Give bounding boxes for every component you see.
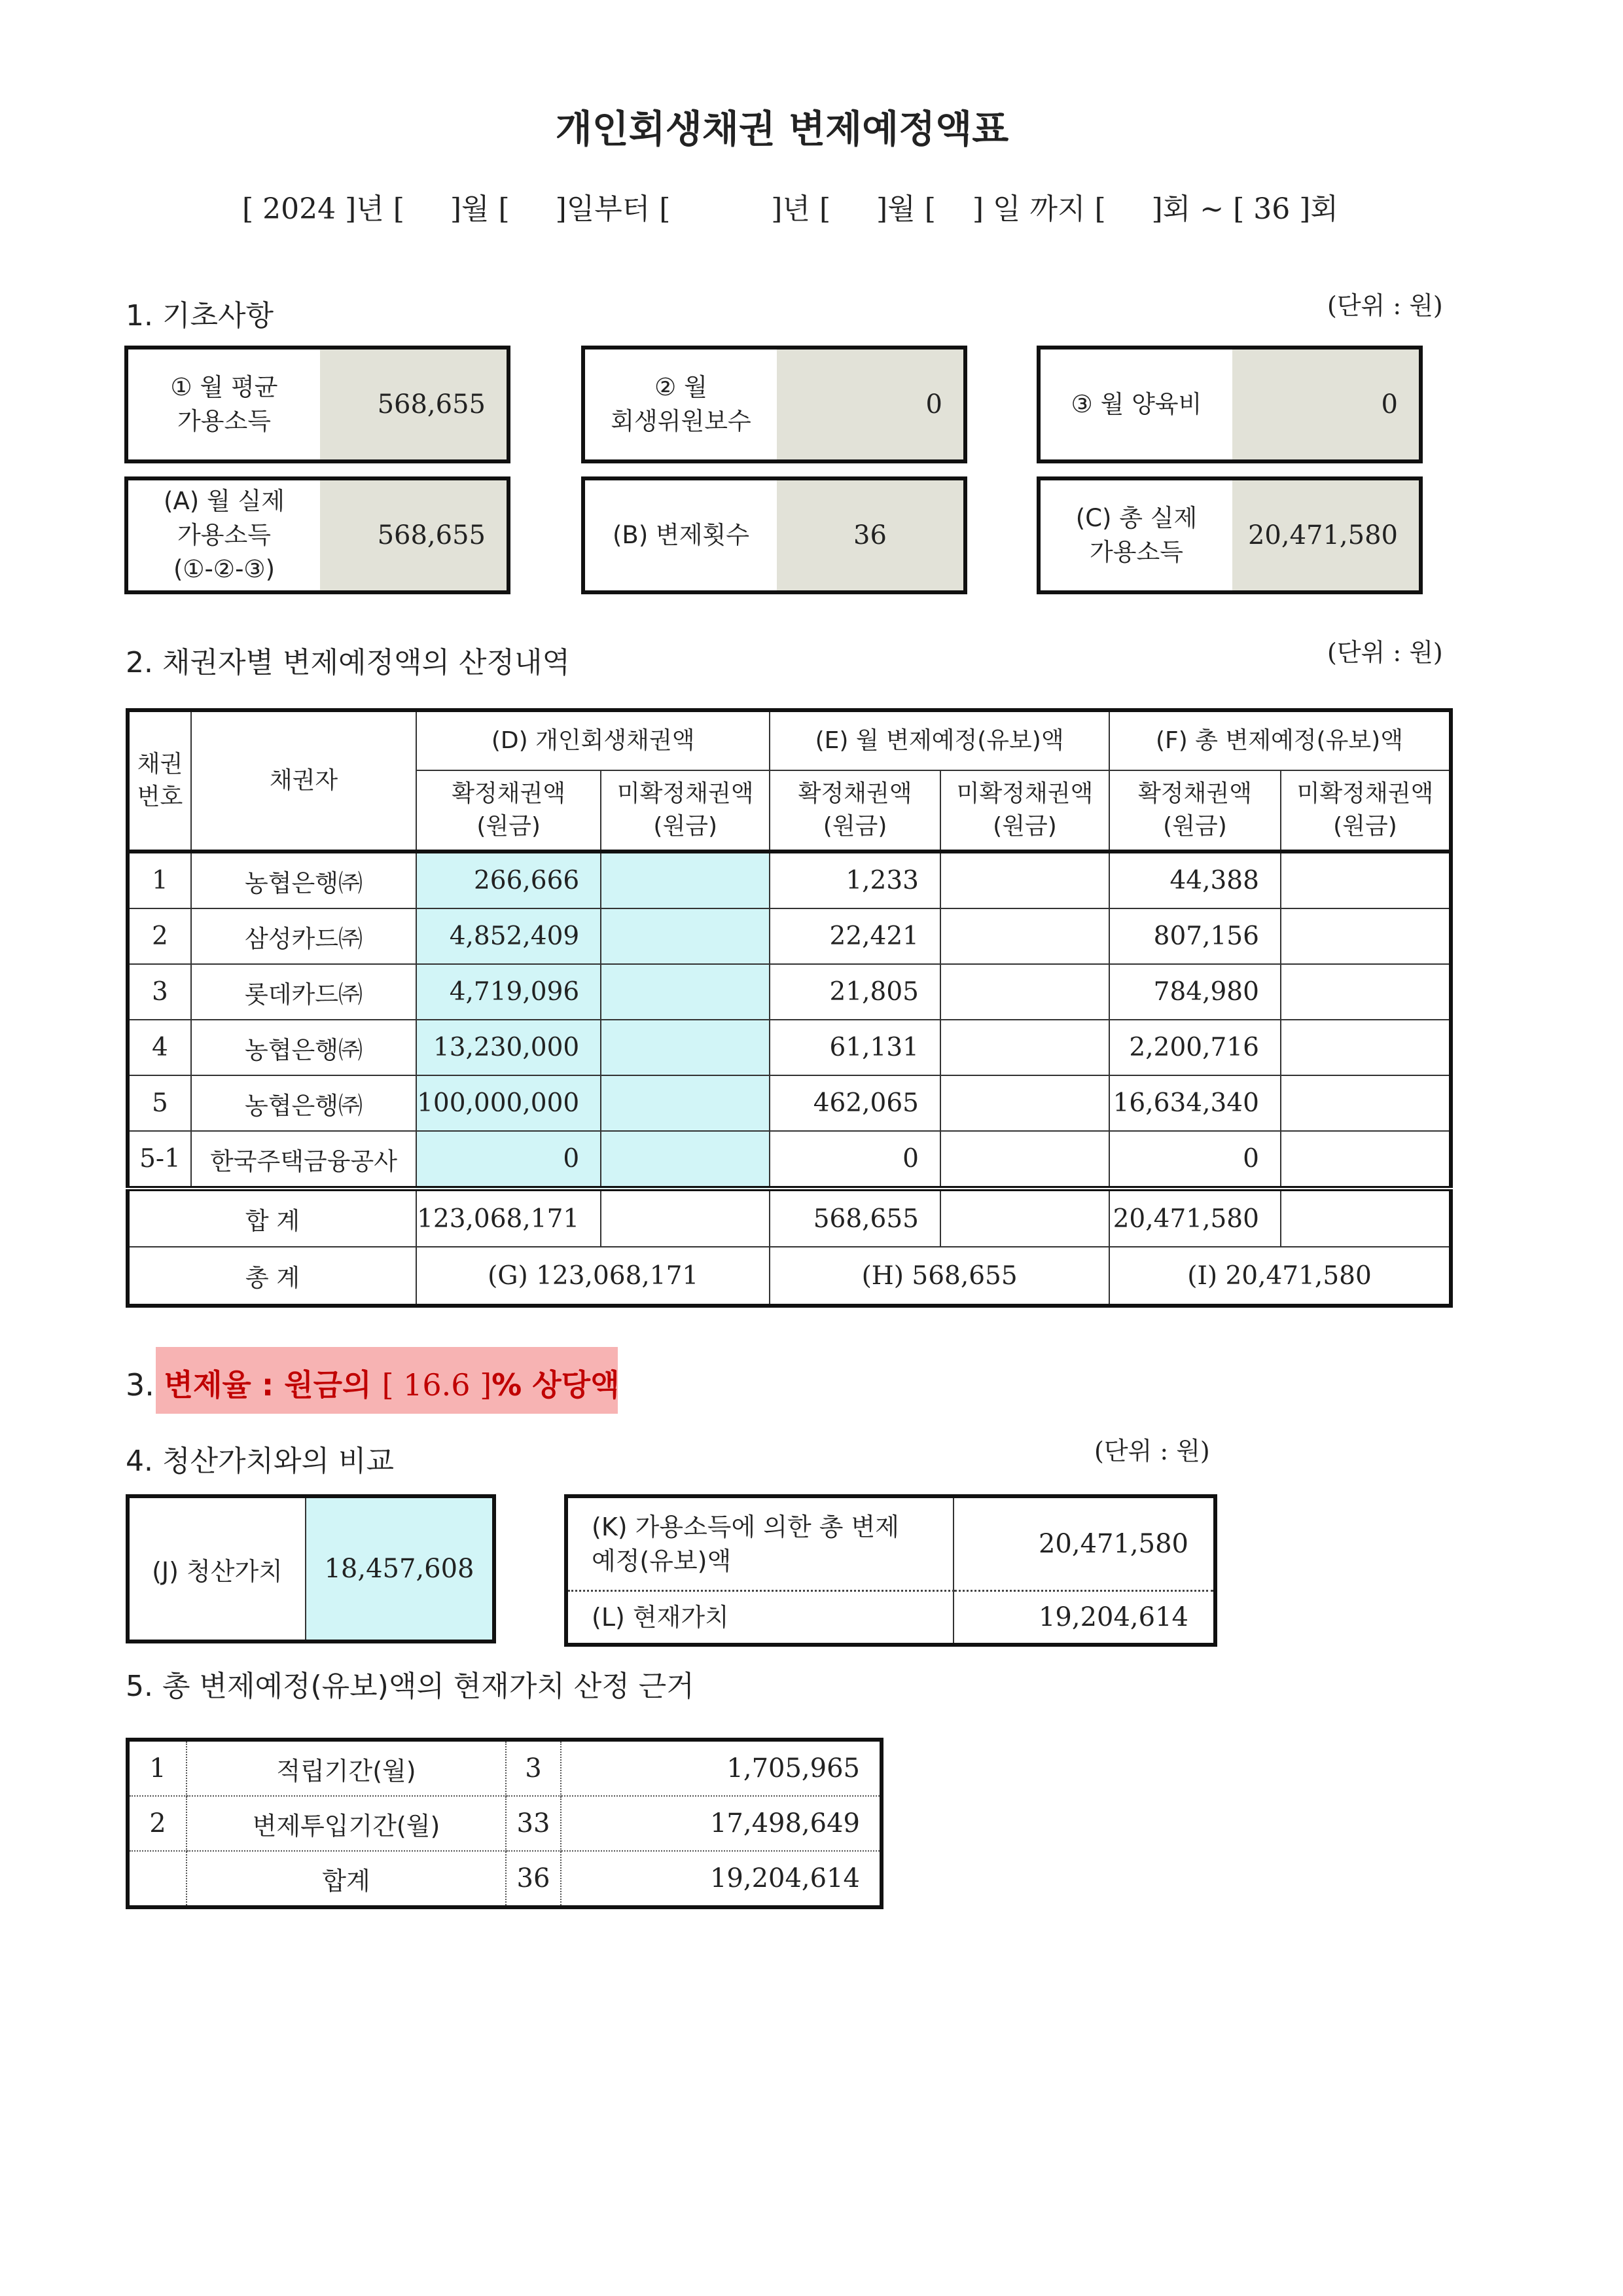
comparison-table [564,1494,1217,1647]
total-G: (G) 123,068,171 [416,1247,770,1306]
box-value: 36 [777,480,963,590]
table-row: 4 농협은행㈜ 13,230,000 61,131 2,200,716 [128,1020,1451,1075]
section1-unit: (단위 : 원) [1327,291,1443,320]
table-row: 2 삼성카드㈜ 4,852,409 22,421 807,156 [128,908,1451,964]
total-H: (H) 568,655 [770,1247,1109,1306]
section2-heading: 2. 채권자별 변제예정액의 산정내역 [126,646,570,679]
present-value-table [126,1738,883,1909]
liquidation-value-box: (J) 청산가치 18,457,608 [126,1494,496,1643]
table-header-row [128,710,1451,770]
box-repayment-count [581,476,967,594]
section1-heading: 1. 기초사항 [126,299,274,332]
box-label: ③ 월 양육비 [1071,390,1202,418]
sub-header-unconfirmed: 미확정채권액 (원금) [1281,770,1451,852]
col-header-no: 채권 번호 [128,710,191,852]
table-row: 3 롯데카드㈜ 4,719,096 21,805 784,980 [128,964,1451,1020]
section4-unit: (단위 : 원) [1094,1437,1210,1465]
box-value: 0 [1232,350,1419,459]
table-row: 5-1 한국주택금융공사 0 0 0 [128,1131,1451,1189]
col-header-F: (F) 총 변제예정(유보)액 [1109,710,1451,770]
sub-header-confirmed: 확정채권액 (원금) [770,770,940,852]
col-header-D: (D) 개인회생채권액 [416,710,770,770]
sub-header-confirmed: 확정채권액 (원금) [416,770,601,852]
period-line: [ 2024 ]년 [ ]월 [ ]일부터 [ ]년 [ ]월 [ ] 일 까지 [ ]회 ~ [ 36 ]회 [242,192,1338,226]
table-row: 합계 36 19,204,614 [128,1851,882,1907]
total-I: (I) 20,471,580 [1109,1247,1451,1306]
box-trustee-fee [581,346,967,463]
section5-heading: 5. 총 변제예정(유보)액의 현재가치 산정 근거 [126,1670,694,1703]
table-row: 5 농협은행㈜ 100,000,000 462,065 16,634,340 [128,1075,1451,1131]
col-header-creditor: 채권자 [191,710,416,852]
box-value: 568,655 [320,350,507,459]
sub-header-unconfirmed: 미확정채권액 (원금) [601,770,770,852]
table-row: (K) 가용소득에 의한 총 변제 예정(유보)액 20,471,580 [566,1496,1215,1591]
sub-header-confirmed: 확정채권액 (원금) [1109,770,1281,852]
sub-header-unconfirmed: 미확정채권액 (원금) [940,770,1109,852]
section4-heading: 4. 청산가치와의 비교 [126,1444,394,1478]
page-title: 개인회생채권 변제예정액표 [555,107,1009,151]
box-child-support [1037,346,1423,463]
box-total-actual-income [1037,476,1423,594]
box-label: ② 월 회생위원보수 [611,373,751,435]
table-row: 2 변제투입기간(월) 33 17,498,649 [128,1796,882,1851]
box-value: 0 [777,350,963,459]
box-label: (A) 월 실제 가용소득 (①-②-③) [164,487,285,583]
box-value: 568,655 [320,480,507,590]
box-label: (B) 변제횟수 [613,521,749,549]
section2-unit: (단위 : 원) [1327,638,1443,667]
subtotal-row: 합 계 123,068,171 568,655 20,471,580 [128,1189,1451,1247]
creditor-table [126,708,1453,1308]
box-monthly-avg-income [124,346,510,463]
col-header-E: (E) 월 변제예정(유보)액 [770,710,1109,770]
box-label: ① 월 평균 가용소득 [170,373,278,435]
table-row: 1 적립기간(월) 3 1,705,965 [128,1740,882,1796]
box-actual-income [124,476,510,594]
box-label: (C) 총 실제 가용소득 [1075,504,1198,566]
total-row: 총 계 (G) 123,068,171 (H) 568,655 (I) 20,471,580 [128,1247,1451,1306]
table-row: (L) 현재가치 19,204,614 [566,1591,1215,1645]
table-row: 1 농협은행㈜ 266,666 1,233 44,388 [128,852,1451,908]
section3-repayment-rate: 3. 변제율 : 원금의 [ 16.6 ]% 상당액 [126,1367,620,1403]
box-value: 20,471,580 [1232,480,1419,590]
